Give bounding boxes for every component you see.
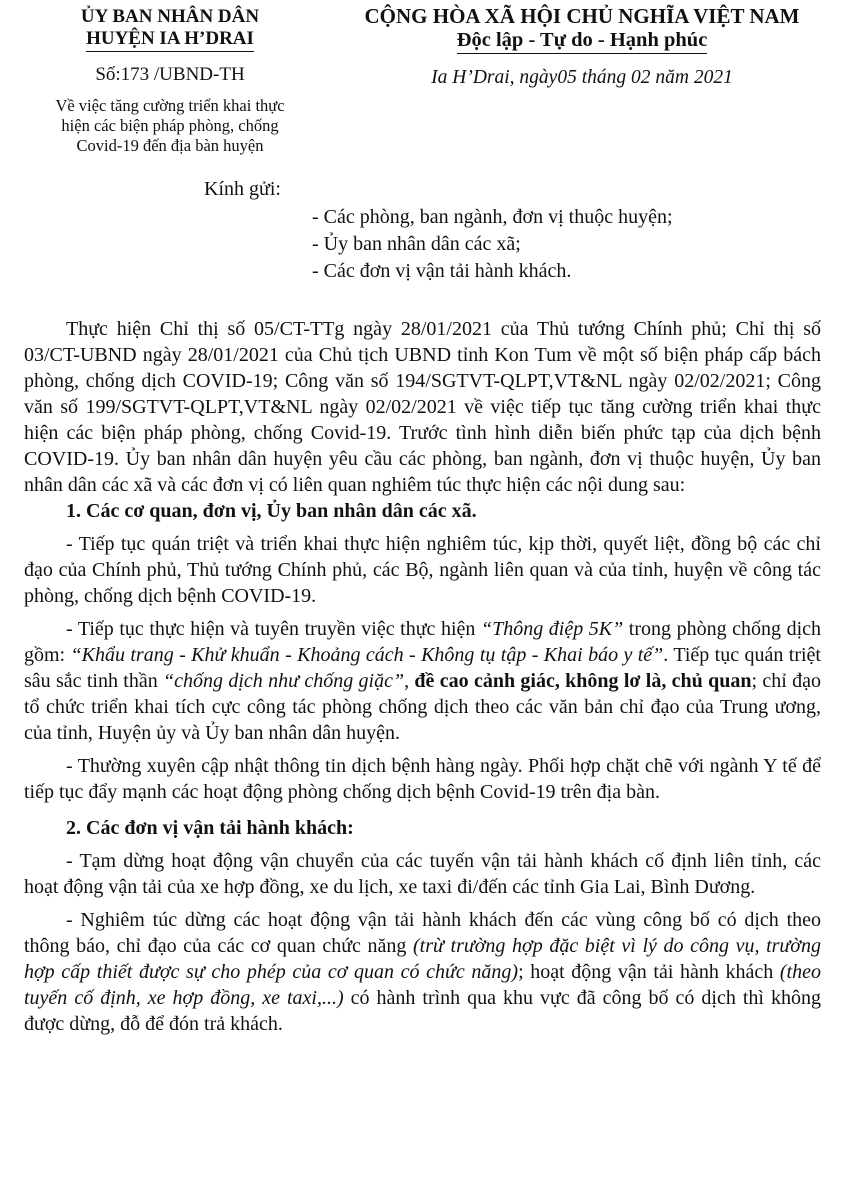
recipient-item: - Các đơn vị vận tải hành khách. — [312, 260, 572, 282]
document-body — [24, 316, 821, 1037]
section-1-paragraph-2 — [24, 616, 821, 746]
text-run: - Nghiêm túc dừng các hoạt động vận tải hành khách đến các vùng công bố có dịch theo thông báo, chỉ đạo của các cơ quan chức năng — [24, 909, 821, 957]
agency-name-line2: HUYỆN IA H’DRAI — [86, 28, 254, 52]
document-subject — [20, 96, 320, 156]
section-2-paragraph-1: - Tạm dừng hoạt động vận chuyển của các tuyến vận tải hành khách cố định liên tỉnh, các hoạt động vận tải của xe hợp đồng, xe du lịch, xe taxi đi/đến các tỉnh Gia Lai, Bình Dương. — [24, 850, 821, 898]
text-run-bold: đề cao cảnh giác, không lơ là, chủ quan — [414, 670, 752, 692]
text-run: ; chỉ đạo tổ chức triển khai tích cực công tác phòng chống dịch theo các văn bản chỉ đạo của Trung ương, của tỉnh, Huyện ủy và Ủy ban nhân dân huyện. — [24, 670, 821, 744]
text-run: có hành trình qua khu vực đã công bố có dịch thì không được dừng, đỗ để đón trả khách. — [24, 987, 821, 1035]
section-1-heading: 1. Các cơ quan, đơn vị, Ủy ban nhân dân các xã. — [66, 500, 477, 522]
recipient-item: - Các phòng, ban ngành, đơn vị thuộc huyện; — [312, 206, 673, 228]
text-run-italic: (trừ trường hợp đặc biệt vì lý do công vụ, trường hợp cấp thiết được sự cho phép của cơ quan có chức năng) — [24, 935, 821, 983]
text-run: - Tiếp tục thực hiện và tuyên truyền việc thực hiện — [66, 618, 481, 640]
national-header-block — [328, 4, 836, 89]
nation-title: CỘNG HÒA XÃ HỘI CHỦ NGHĨA VIỆT NAM — [364, 4, 800, 28]
text-run-italic: “Thông điệp 5K” — [480, 618, 624, 640]
section-1-paragraph-1: - Tiếp tục quán triệt và triển khai thực hiện nghiêm túc, kịp thời, quyết liệt, đồng bộ các chỉ đạo của Chính phủ, Thủ tướng Chính phủ, các Bộ, ngành liên quan và của tỉnh, huyện về công tác phòng, chống dịch bệnh COVID-19. — [24, 533, 821, 607]
text-run: ; hoạt động vận tải hành khách — [518, 961, 780, 983]
subject-line: Về việc tăng cường triển khai thực — [55, 96, 285, 115]
national-motto: Độc lập - Tự do - Hạnh phúc — [457, 28, 708, 54]
document-number: Số:173 /UBND-TH — [95, 64, 245, 85]
agency-name-line1: ỦY BAN NHÂN DÂN — [80, 6, 260, 27]
place-and-date: Ia H’Drai, ngày05 tháng 02 năm 2021 — [431, 67, 733, 88]
text-run: . Tiếp tục quán triệt sâu sắc tinh thần — [24, 644, 821, 692]
text-run: , — [404, 670, 415, 692]
text-run-italic: (theo tuyến cố định, xe hợp đồng, xe taxi,...) — [24, 961, 821, 1009]
subject-line: Covid-19 đến địa bàn huyện — [76, 136, 264, 155]
text-run-italic: “chống dịch như chống giặc” — [163, 670, 405, 692]
recipient-item: - Ủy ban nhân dân các xã; — [312, 233, 521, 255]
section-2-paragraph-2 — [24, 907, 821, 1037]
recipients-list — [312, 204, 673, 285]
intro-paragraph: Thực hiện Chỉ thị số 05/CT-TTg ngày 28/01/2021 của Thủ tướng Chính phủ; Chỉ thị số 03/CT-UBND ngày 28/01/2021 của Chủ tịch UBND tỉnh Kon Tum về một số biện pháp cấp bách phòng, chống dịch COVID-19; Công văn số 194/SGTVT-QLPT,VT&NL ngày 02/02/2021; Công văn số 199/SGTVT-QLPT,VT&NL ngày 02/02/2021 về việc tiếp tục tăng cường triển khai thực hiện các biện pháp phòng, chống Covid-19. Trước tình hình diễn biến phức tạp của dịch bệnh COVID-19. Ủy ban nhân dân huyện yêu cầu các phòng, ban ngành, đơn vị thuộc huyện, Ủy ban nhân dân các xã và các đơn vị có liên quan nghiêm túc thực hiện các nội dung sau: — [24, 318, 821, 496]
section-2-heading: 2. Các đơn vị vận tải hành khách: — [66, 817, 354, 839]
recipients-label: Kính gửi: — [204, 178, 281, 200]
subject-line: hiện các biện pháp phòng, chống — [61, 116, 279, 135]
text-run-italic: “Khẩu trang - Khử khuẩn - Khoảng cách - Không tụ tập - Khai báo y tế” — [70, 644, 664, 666]
text-run: trong phòng chống dịch gồm: — [24, 618, 821, 666]
issuing-agency-block — [20, 6, 320, 156]
section-1-paragraph-3: - Thường xuyên cập nhật thông tin dịch bệnh hàng ngày. Phối hợp chặt chẽ với ngành Y tế để tiếp tục đẩy mạnh các hoạt động phòng chống dịch bệnh Covid-19 trên địa bàn. — [24, 755, 821, 803]
